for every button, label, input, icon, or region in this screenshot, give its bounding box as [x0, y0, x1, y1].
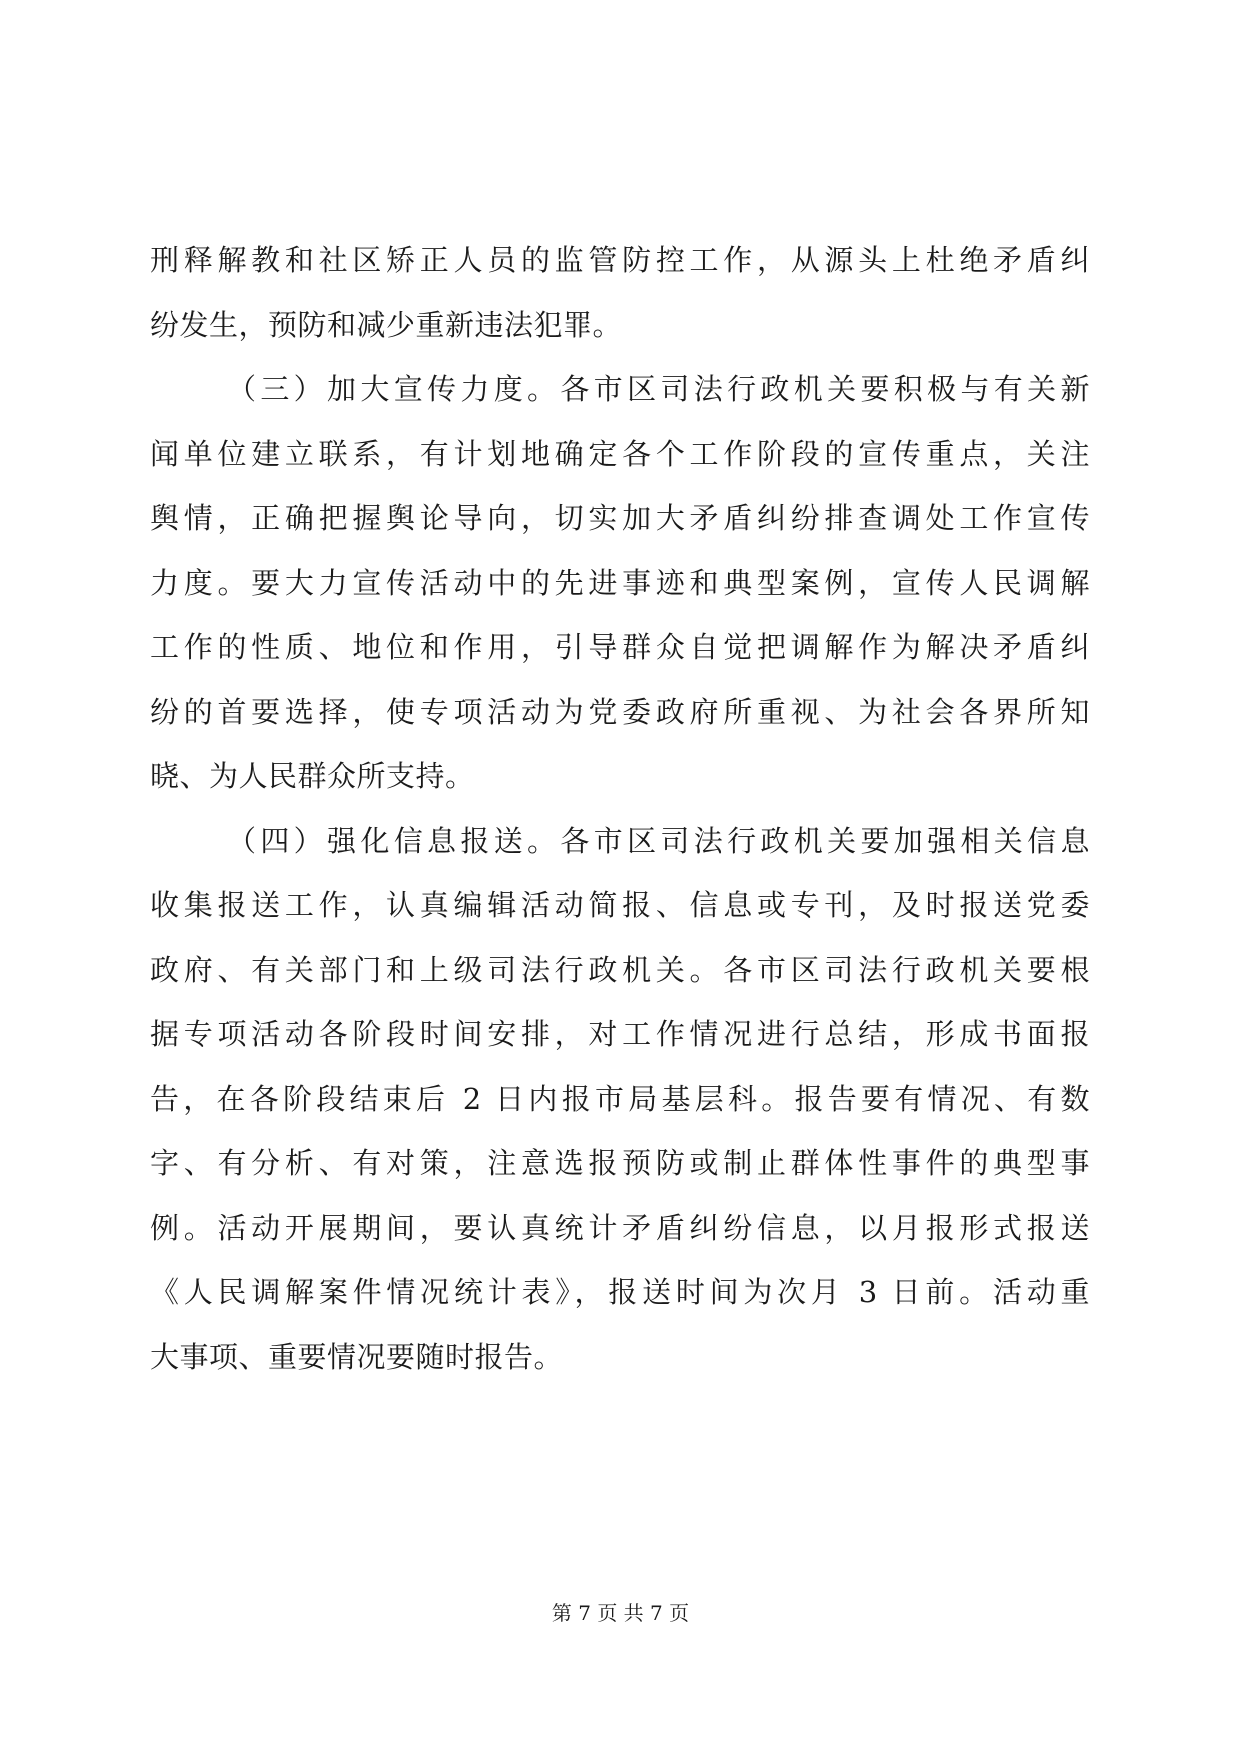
text-line: 字、有分析、有对策，注意选报预防或制止群体性事件的典型事 — [150, 1146, 1090, 1180]
text-line: 闻单位建立联系，有计划地确定各个工作阶段的宣传重点，关注 — [150, 436, 1090, 471]
text-line: 《人民调解案件情况统计表》，报送时间为次月 3 日前。活动重 — [150, 1275, 1090, 1309]
text-line: 据专项活动各阶段时间安排，对工作情况进行总结，形成书面报 — [150, 1017, 1090, 1051]
text-line: 大事项、重要情况要随时报告。 — [150, 1339, 564, 1374]
text-line: 纷的首要选择，使专项活动为党委政府所重视、为社会各界所知 — [150, 694, 1090, 729]
text-line: 收集报送工作，认真编辑活动简报、信息或专刊，及时报送党委 — [150, 888, 1090, 922]
text-line: 告，在各阶段结束后 2 日内报市局基层科。报告要有情况、有数 — [150, 1081, 1090, 1116]
paragraph-heading-line: （三）加大宣传力度。各市区司法行政机关要积极与有关新 — [227, 372, 1090, 406]
text-line: 舆情，正确把握舆论导向，切实加大矛盾纠纷排查调处工作宣传 — [150, 501, 1090, 535]
page-number-footer: 第 7 页 共 7 页 — [551, 1601, 690, 1625]
document-body — [150, 228, 1090, 1389]
text-line: 晓、为人民群众所支持。 — [150, 759, 475, 793]
text-line: 工作的性质、地位和作用，引导群众自觉把调解作为解决矛盾纠 — [150, 630, 1090, 664]
text-line: 刑释解教和社区矫正人员的监管防控工作，从源头上杜绝矛盾纠 — [150, 243, 1090, 277]
text-line: 力度。要大力宣传活动中的先进事迹和典型案例，宣传人民调解 — [150, 565, 1090, 600]
text-line: 纷发生，预防和减少重新违法犯罪。 — [150, 307, 623, 342]
paragraph-heading-line: （四）强化信息报送。各市区司法行政机关要加强相关信息 — [227, 823, 1090, 858]
text-line: 政府、有关部门和上级司法行政机关。各市区司法行政机关要根 — [150, 952, 1090, 987]
text-line: 例。活动开展期间，要认真统计矛盾纠纷信息，以月报形式报送 — [150, 1210, 1090, 1245]
